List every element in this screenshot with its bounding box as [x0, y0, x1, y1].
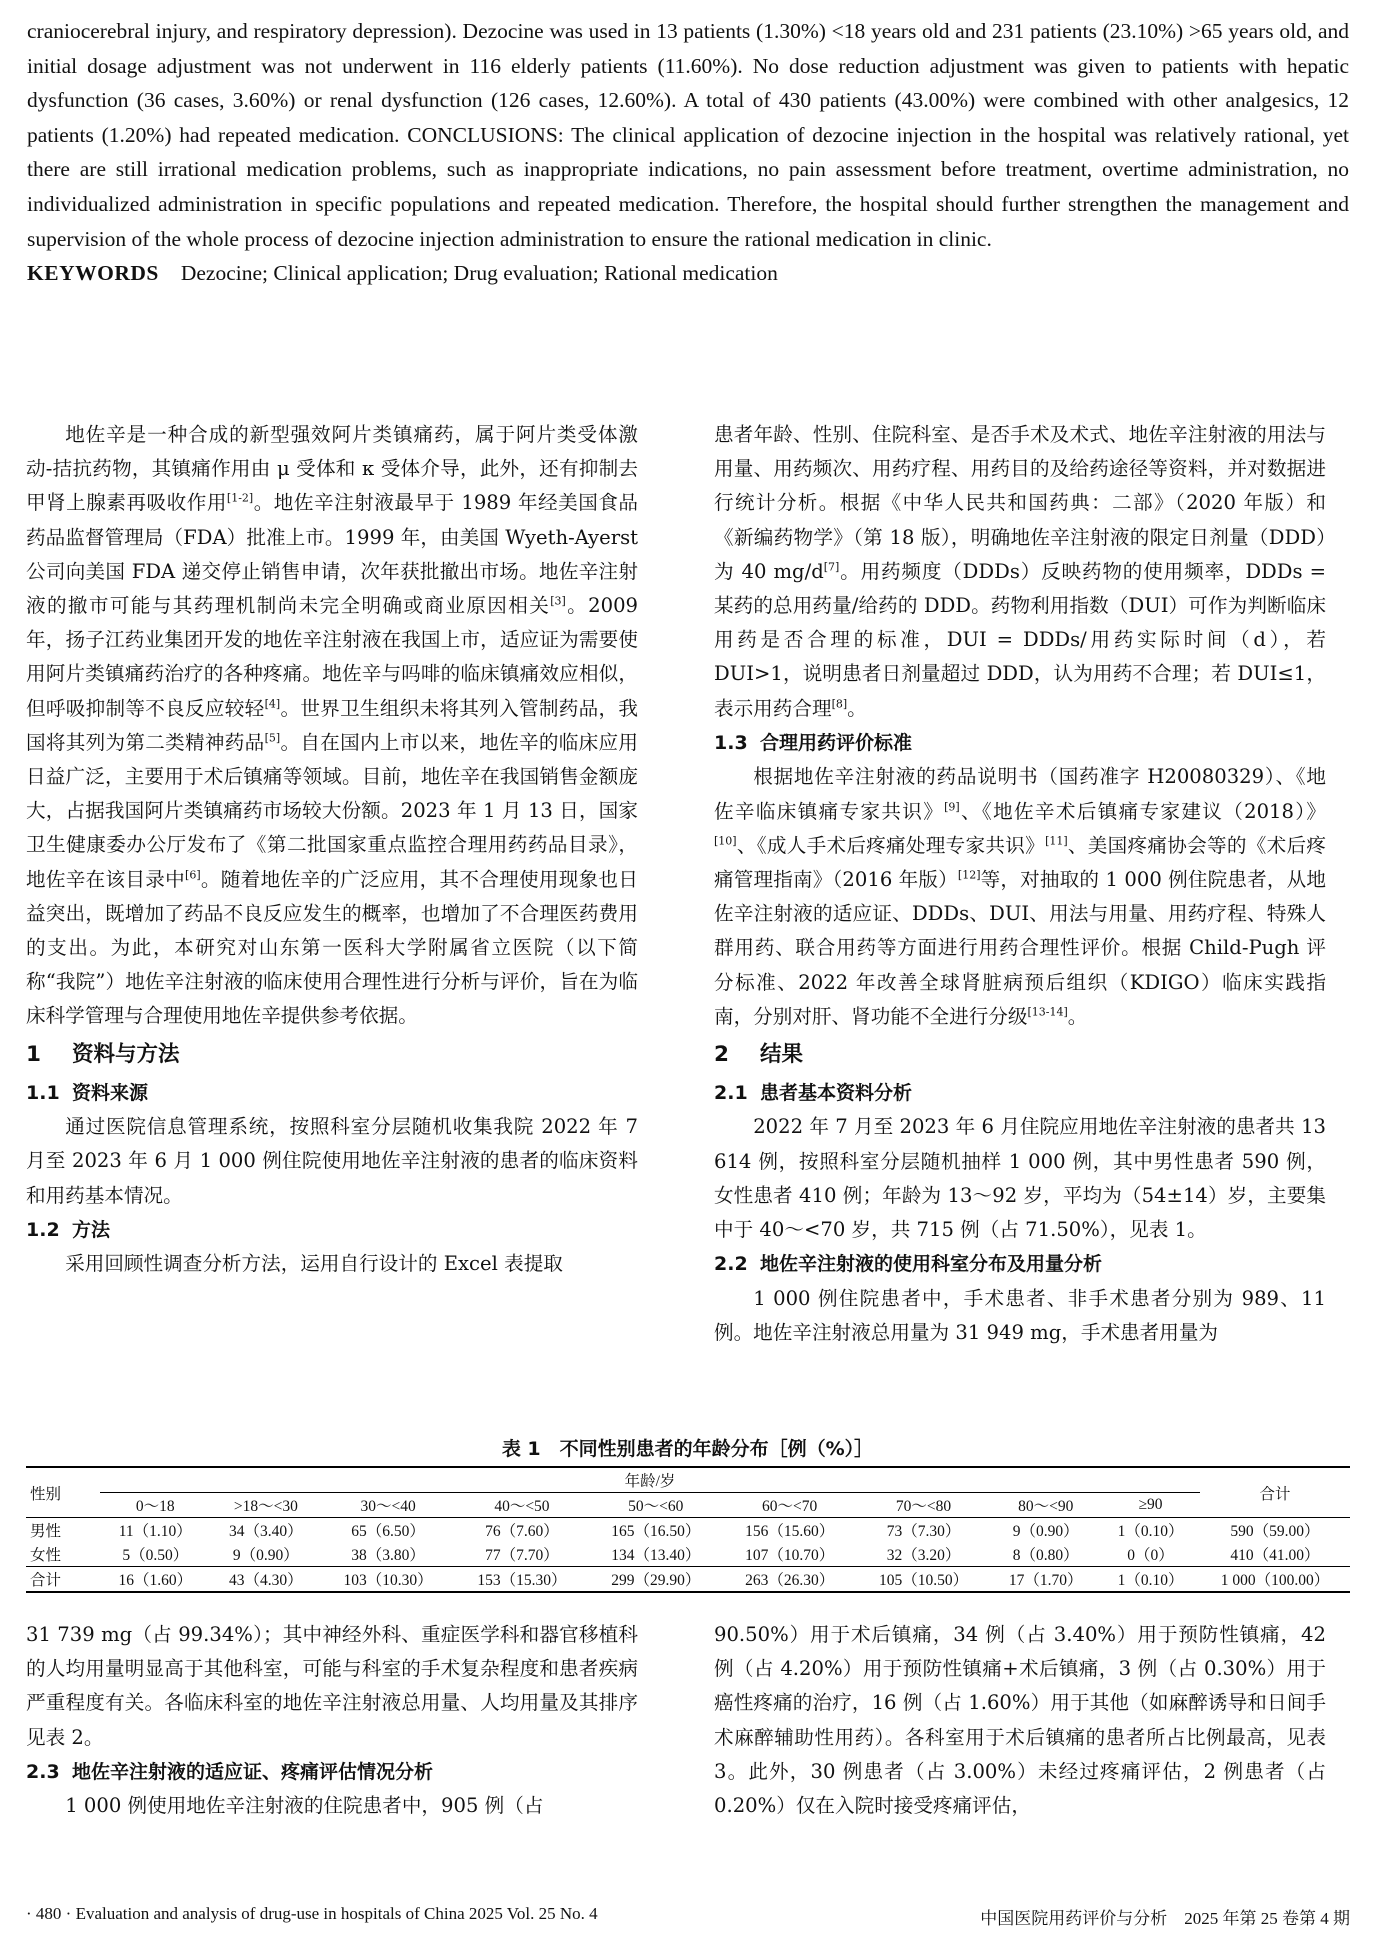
- table-age-col-header: 50～<60: [589, 1493, 723, 1518]
- table-cell: 0（0）: [1127, 1547, 1174, 1564]
- table-age-col-header: 80～<90: [990, 1493, 1101, 1518]
- page-footer: [26, 1904, 1350, 1929]
- right-column: [714, 418, 1326, 1350]
- section-1-1-text: 通过医院信息管理系统，按照科室分层随机收集我院 2022 年 7 月至 2023 年 6 月 1 000 例住院使用地佐辛注射液的患者的临床资料和用药基本情况。: [26, 1115, 638, 1207]
- section-1-3-heading: 1.3 合理用药评价标准: [714, 731, 913, 754]
- table-cell: 263（26.30）: [723, 1567, 857, 1593]
- section-1-heading: 1 资料与方法: [26, 1041, 180, 1067]
- table-cell: 76（7.60）: [485, 1523, 559, 1540]
- table-cell: 43（4.30）: [211, 1567, 322, 1593]
- table-age-col-header: 0～18: [100, 1493, 211, 1518]
- table-1-title: 表 1 不同性别患者的年龄分布［例（%）］: [501, 1438, 874, 1460]
- table-cell: 299（29.90）: [589, 1567, 723, 1593]
- table-1: [26, 1466, 1350, 1593]
- section-2-1-heading: 2.1 患者基本资料分析: [714, 1081, 913, 1104]
- table-row: [26, 1542, 1350, 1567]
- section-1-1-heading: 1.1 资料来源: [26, 1081, 149, 1104]
- section-1-2-text: 采用回顾性调查分析方法，运用自行设计的 Excel 表提取: [65, 1252, 563, 1276]
- table-cell: 1（0.10）: [1117, 1523, 1184, 1540]
- table-header-row: [26, 1467, 1350, 1493]
- left-column: [26, 418, 638, 1281]
- table-cell: 1（0.10）: [1101, 1567, 1200, 1593]
- table-header-sex: 性别: [26, 1467, 100, 1518]
- section-1-3-text: 根据地佐辛注射液的药品说明书（国药准字 H20080329）、《地佐辛临床镇痛专家共识》[9]、《地佐辛术后镇痛专家建议（2018）》[10]、《成人手术后疼痛处理专家共识》[11]、美国疼痛协会等的《术后疼痛管理指南》（2016 年版）[12]等，对抽取的 1 000 例住院患者，从地佐辛注射液的适应证、DDDs、DUI、用法与用量、用药疗程、特殊人群用药、联合用药等方面进行用药合理性评价。根据 Child-Pugh 评分标准、2022 年改善全球肾脏病预后组织（KDIGO）临床实践指南，分别对肝、肾功能不全进行分级[13-14]。: [714, 765, 1327, 1028]
- section-2-2-continuation: 31 739 mg（占 99.34%）；其中神经外科、重症医学科和器官移植科的人均用量明显高于其他科室，可能与科室的手术复杂程度和患者疾病严重程度有关。各临床科室的地佐辛注射液总用量、人均用量及其排序见表 2。: [26, 1623, 638, 1749]
- table-cell: 9（0.90）: [232, 1547, 299, 1564]
- table-cell: 32（3.20）: [886, 1547, 961, 1564]
- table-cell: 34（3.40）: [229, 1523, 303, 1540]
- section-2-heading: 2 结果: [714, 1041, 804, 1067]
- table-cell: 156（15.60）: [745, 1523, 835, 1540]
- table-cell: 1 000（100.00）: [1200, 1567, 1350, 1593]
- left-column-lower: [26, 1618, 638, 1824]
- table-cell: 153（15.30）: [455, 1567, 589, 1593]
- table-cell: 103（10.30）: [321, 1567, 455, 1593]
- section-2-3-text: 1 000 例使用地佐辛注射液的住院患者中，905 例（占: [65, 1794, 544, 1818]
- table-age-col-header: 30～<40: [321, 1493, 455, 1518]
- table-cell: 134（13.40）: [611, 1547, 701, 1564]
- section-2-2-text: 1 000 例住院患者中，手术患者、非手术患者分别为 989、11 例。地佐辛注射液总用量为 31 949 mg，手术患者用量为: [714, 1286, 1326, 1344]
- intro-paragraph: 地佐辛是一种合成的新型强效阿片类镇痛药，属于阿片类受体激动-拮抗药物，其镇痛作用由 μ 受体和 κ 受体介导，此外，还有抑制去甲肾上腺素再吸收作用[1-2]。地佐辛注射液最早于 1989 年经美国食品药品监督管理局（FDA）批准上市。1999 年，由美国 Wyeth-Ayerst 公司向美国 FDA 递交停止销售申请，次年获批撤出市场。地佐辛注射液的撤市可能与其药理机制尚未完全明确或商业原因相关[3]。2009 年，扬子江药业集团开发的地佐辛注射液在我国上市，适应证为需要使用阿片类镇痛药治疗的各种疼痛。地佐辛与吗啡的临床镇痛效应相似，但呼吸抑制等不良反应较轻[4]。世界卫生组织未将其列入管制药品，我国将其列为第二类精神药品[5]。自在国内上市以来，地佐辛的临床应用日益广泛，主要用于术后镇痛等领域。目前，地佐辛在我国销售金额庞大，占据我国阿片类镇痛药市场较大份额。2023 年 1 月 13 日，国家卫生健康委办公厅发布了《第二批国家重点监控合理用药药品目录》，地佐辛在该目录中[6]。随着地佐辛的广泛应用，其不合理使用现象也日益突出，既增加了药品不良反应发生的概率，也增加了不合理医药费用的支出。为此，本研究对山东第一医科大学附属省立医院（以下简称“我院”）地佐辛注射液的临床使用合理性进行分析与评价，旨在为临床科学管理与合理使用地佐辛提供参考依据。: [26, 423, 639, 1028]
- table-cell: 16（1.60）: [100, 1567, 211, 1593]
- section-2-3-continuation: 90.50%）用于术后镇痛，34 例（占 3.40%）用于预防性镇痛，42 例（占 4.20%）用于预防性镇痛+术后镇痛，3 例（占 0.30%）用于癌性疼痛的治疗，16 例（占 1.60%）用于其他（如麻醉诱导和日间手术麻醉辅助性用药）。各科室用于术后镇痛的患者所占比例最高，见表 3。此外，30 例患者（占 3.00%）未经过疼痛评估，2 例患者（占 0.20%）仅在入院时接受疼痛评估，: [714, 1623, 1326, 1818]
- table-cell: 410（41.00）: [1230, 1547, 1320, 1564]
- table-age-subheader-row: [26, 1493, 1350, 1518]
- table-cell: 105（10.50）: [857, 1567, 991, 1593]
- table-age-col-header: >18～<30: [211, 1493, 322, 1518]
- methods-continuation: 患者年龄、性别、住院科室、是否手术及术式、地佐辛注射液的用法与用量、用药频次、用药疗程、用药目的及给药途径等资料，并对数据进行统计分析。根据《中华人民共和国药典：二部》（2020 年版）和《新编药物学》（第 18 版），明确地佐辛注射液的限定日剂量（DDD）为 40 mg/d[7]。用药频度（DDDs）反映药物的使用频率，DDDs = 某药的总用药量/给药的 DDD。药物利用指数（DUI）可作为判断临床用药是否合理的标准，DUI = DDDs/用药实际时间（d），若 DUI>1，说明患者日剂量超过 DDD，认为用药不合理；若 DUI≤1，表示用药合理[8]。: [714, 423, 1326, 720]
- table-cell: 17（1.70）: [990, 1567, 1101, 1593]
- keywords-line: [27, 256, 1349, 291]
- section-2-1-text: 2022 年 7 月至 2023 年 6 月住院应用地佐辛注射液的患者共 13 614 例，按照科室分层随机抽样 1 000 例，其中男性患者 590 例，女性患者 410 例；年龄为 13～92 岁，平均为（54±14）岁，主要集中于 40～<70 岁，共 715 例（占 71.50%），见表 1。: [714, 1115, 1326, 1242]
- section-1-2-heading: 1.2 方法: [26, 1218, 111, 1241]
- table-cell: 38（3.80）: [351, 1547, 425, 1564]
- section-2-2-heading: 2.2 地佐辛注射液的使用科室分布及用量分析: [714, 1253, 1103, 1276]
- table-row-label: 合计: [26, 1567, 100, 1593]
- table-age-col-header: 40～<50: [455, 1493, 589, 1518]
- table-age-col-header: 60～<70: [723, 1493, 857, 1518]
- keywords-text: Dezocine; Clinical application; Drug evaluation; Rational medication: [180, 261, 778, 286]
- table-cell: 165（16.50）: [611, 1523, 701, 1540]
- table-cell: 77（7.70）: [485, 1547, 559, 1564]
- table-cell: 590（59.00）: [1230, 1523, 1320, 1540]
- keywords-label: KEYWORDS: [27, 261, 159, 286]
- section-2-3-heading: 2.3 地佐辛注射液的适应证、疼痛评估情况分析: [26, 1760, 434, 1783]
- table-age-col-header: 70～<80: [857, 1493, 991, 1518]
- table-row: [26, 1567, 1350, 1593]
- table-cell: 73（7.30）: [886, 1523, 961, 1540]
- table-header-total: 合计: [1200, 1467, 1350, 1518]
- table-header-age: 年龄/岁: [624, 1473, 676, 1490]
- abstract-text: craniocerebral injury, and respiratory depression). Dezocine was used in 13 patients (1.30%) <18 years old and 231 patients (23.10%) >65 years old, and initial dosage adjustment was not underwent in 116 elderly patients (11.60%). No dose reduction adjustment was given to patients with hepatic dysfunction (36 cases, 3.60%) or renal dysfunction (126 cases, 12.60%). A total of 430 patients (43.00%) were combined with other analgesics, 12 patients (1.20%) had repeated medication. CONCLUSIONS: The clinical application of dezocine injection in the hospital was relatively rational, yet there are still irrational medication problems, such as inappropriate indications, no pain assessment before treatment, overtime administration, no individualized administration in specific populations and repeated medication. Therefore, the hospital should further strengthen the management and supervision of the whole process of dezocine injection administration to ensure the rational medication in clinic.: [27, 19, 1349, 251]
- table-row-label: 女性: [30, 1547, 62, 1564]
- table-age-col-header: ≥90: [1101, 1493, 1200, 1518]
- table-cell: 107（10.70）: [745, 1547, 835, 1564]
- table-cell: 11（1.10）: [118, 1523, 192, 1540]
- table-row-label: 男性: [30, 1523, 62, 1540]
- right-column-lower: [714, 1618, 1326, 1823]
- table-cell: 5（0.50）: [122, 1547, 189, 1564]
- table-cell: 65（6.50）: [351, 1523, 425, 1540]
- table-row: [26, 1518, 1350, 1543]
- abstract-continuation: [27, 14, 1349, 291]
- table-cell: 8（0.80）: [1012, 1547, 1079, 1564]
- footer-right: 中国医院用药评价与分析 2025 年第 25 卷第 4 期: [980, 1909, 1350, 1928]
- table-cell: 9（0.90）: [1012, 1523, 1079, 1540]
- footer-left: · 480 · Evaluation and analysis of drug-use in hospitals of China 2025 Vol. 25 No. 4: [26, 1904, 598, 1923]
